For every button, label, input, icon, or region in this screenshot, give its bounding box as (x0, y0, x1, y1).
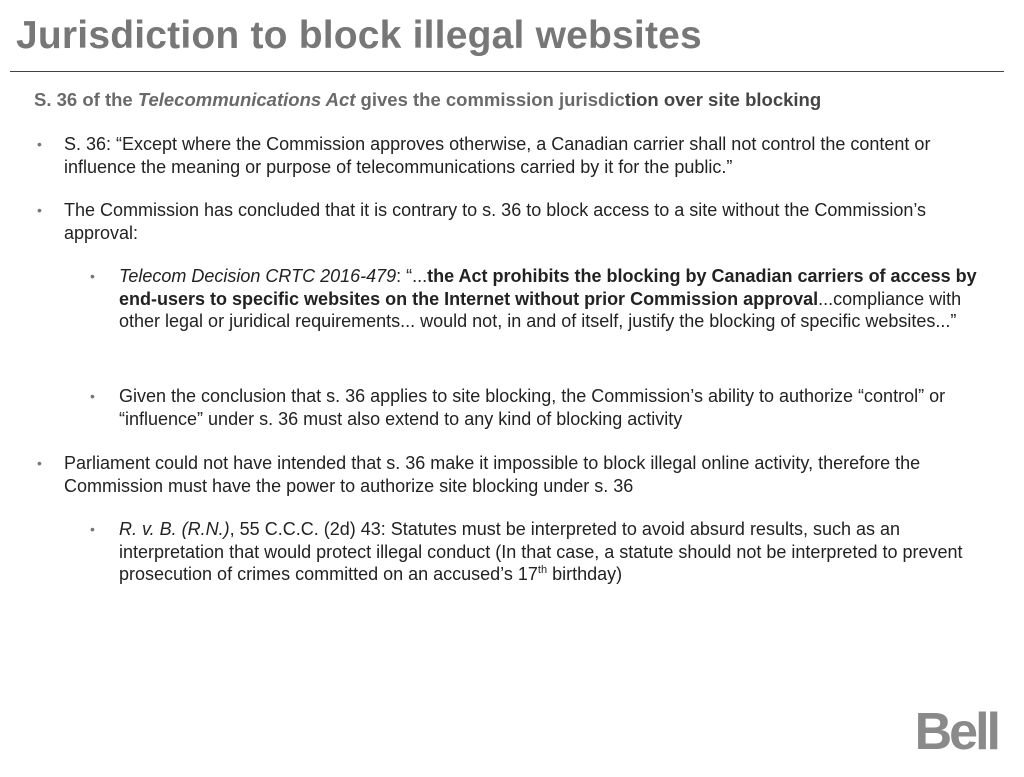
ordinal-superscript: th (537, 564, 548, 576)
bullet-text: Parliament could not have intended that s. 36 make it impossible to block illegal online activity, therefore the Commission must have the power to authorize site blocking under s. 36 (64, 453, 921, 496)
subbullet-case-law (90, 518, 999, 586)
title-divider (10, 71, 1004, 72)
bullet-text: Given the conclusion that s. 36 applies to site blocking, the Commission’s ability to authorize “control” or “influence” under s. 36 must also extend to any kind of blocking activity (119, 386, 946, 429)
slide-title: Jurisdiction to block illegal websites (16, 14, 702, 57)
bullet-text: The Commission has concluded that it is contrary to s. 36 to block access to a site without the Commission’s approval: (64, 200, 927, 243)
bullet-dot: • (37, 455, 42, 471)
quote-lead: : “... (396, 266, 428, 286)
subheading (34, 87, 821, 113)
subbullet-conclusion-extension (90, 385, 999, 430)
bullet-text: S. 36: “Except where the Commission approves otherwise, a Canadian carrier shall not control the content or influence the meaning or purpose of telecommunications carried by it for the public.” (64, 134, 931, 177)
bullet-parliament-intent (37, 452, 999, 497)
bullet-s36-quote (37, 133, 999, 178)
quote-bold: the Act prohibits the blocking by Canadian carriers of access by end-users to specific websites on the Internet without prior Commission approval (119, 266, 977, 309)
subheading-prefix: S. 36 of the (34, 89, 138, 110)
act-name: Telecommunications Act (137, 89, 356, 110)
subbullet-dot: • (90, 388, 95, 404)
subheading-middle: gives the commission jurisdic (355, 89, 625, 110)
quote-rest: ...compliance with other legal or juridical requirements... would not, in and of itself, justify the blocking of specific websites...” (119, 288, 962, 331)
bell-logo: Bell (914, 703, 998, 761)
bullet-dot: • (37, 202, 42, 218)
subbullet-telecom-decision (90, 265, 999, 333)
subheading-end: tion over site blocking (624, 89, 822, 110)
case-name: R. v. B. (R.N.) (119, 519, 230, 539)
case-text-end: birthday) (547, 564, 623, 584)
bullet-dot: • (37, 136, 42, 152)
bullet-commission-conclusion (37, 199, 999, 244)
decision-citation: Telecom Decision CRTC 2016-479 (119, 266, 397, 286)
subbullet-dot: • (90, 268, 95, 284)
case-text: , 55 C.C.C. (2d) 43: Statutes must be interpreted to avoid absurd results, such as an interpretation that would protect illegal conduct (In that case, a statute should not be interpreted to prevent prosecution of crimes committed on an accused’s 17 (119, 519, 963, 584)
subbullet-dot: • (90, 521, 95, 537)
